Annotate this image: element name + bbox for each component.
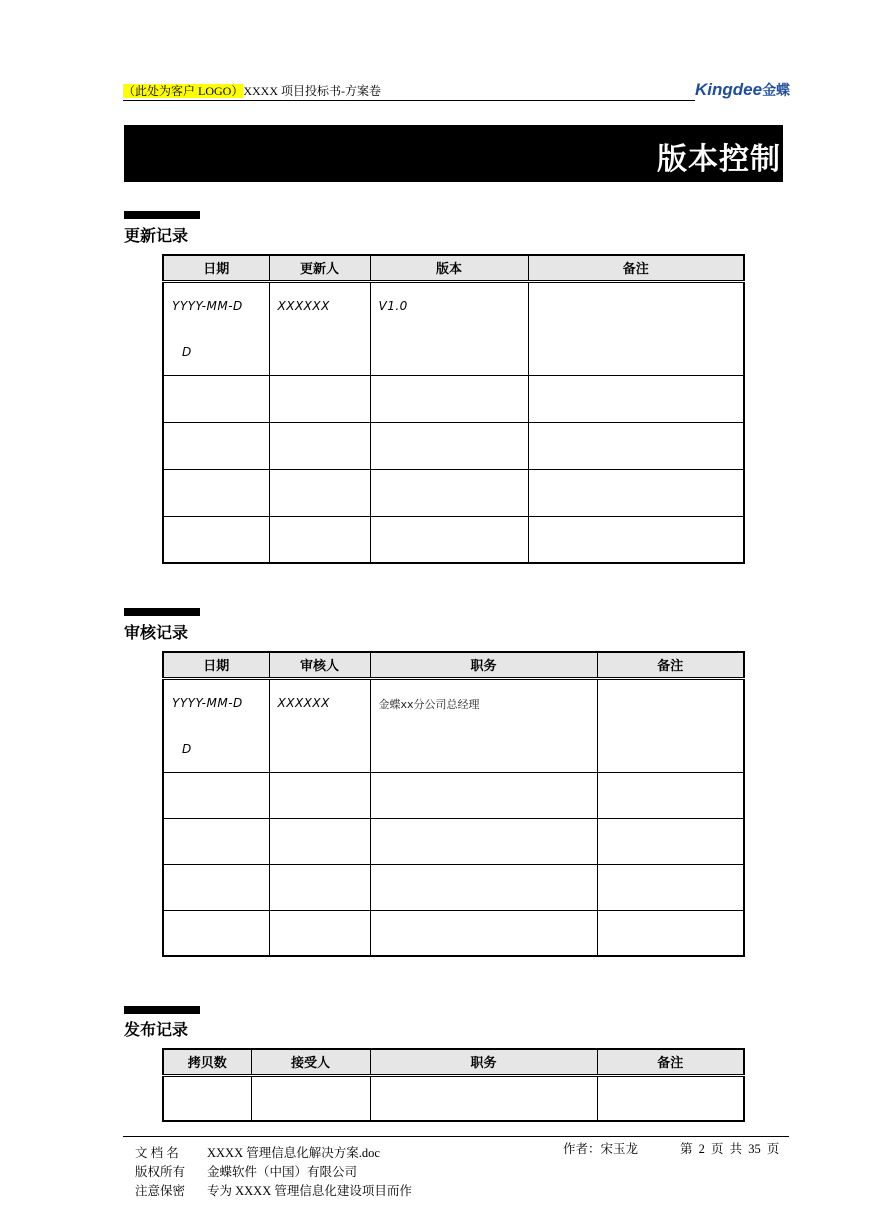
cell-empty[interactable] — [163, 1075, 251, 1121]
section-title-update: 更新记录 — [124, 226, 189, 245]
table-row — [163, 678, 744, 772]
date-line-2: D — [182, 741, 192, 756]
header-title: XXXX 项目投标书-方案卷 — [243, 84, 382, 98]
col-header: 日期 — [163, 652, 269, 678]
section-marker-update — [124, 211, 200, 219]
col-header: 版本 — [370, 255, 528, 281]
col-header: 接受人 — [251, 1049, 370, 1075]
section-marker-review — [124, 608, 200, 616]
section-marker-release — [124, 1006, 200, 1014]
date-line-1: YYYY-MM-D — [172, 695, 243, 710]
table-row — [163, 1075, 744, 1121]
footer-confidential-row — [135, 1182, 412, 1201]
person-value: XXXXXX — [277, 695, 330, 710]
cell-empty[interactable] — [370, 516, 528, 563]
footer-doc-row — [135, 1144, 412, 1163]
cell-empty[interactable] — [163, 910, 269, 956]
cell-empty[interactable] — [370, 422, 528, 469]
cell-empty[interactable] — [269, 910, 370, 956]
header-rule — [123, 100, 695, 101]
review-table — [162, 651, 745, 957]
table-row — [163, 910, 744, 956]
col-header: 备注 — [597, 1049, 744, 1075]
table-row — [163, 818, 744, 864]
table-row — [163, 375, 744, 422]
cell-date[interactable] — [163, 678, 269, 772]
col-header: 备注 — [528, 255, 744, 281]
cell-empty[interactable] — [370, 375, 528, 422]
cell-job[interactable] — [370, 678, 597, 772]
footer-copyright-value: 金蝶软件（中国）有限公司 — [207, 1165, 358, 1179]
table-row — [163, 772, 744, 818]
cell-note[interactable] — [597, 678, 744, 772]
col-header: 职务 — [370, 1049, 597, 1075]
cell-version[interactable] — [370, 281, 528, 375]
title-banner — [124, 125, 783, 182]
table-header-row — [163, 652, 744, 678]
col-header: 职务 — [370, 652, 597, 678]
cell-empty[interactable] — [597, 864, 744, 910]
version-value: V1.0 — [378, 298, 408, 313]
section-title-release: 发布记录 — [124, 1020, 189, 1039]
cell-person[interactable] — [269, 678, 370, 772]
col-header: 拷贝数 — [163, 1049, 251, 1075]
col-header: 更新人 — [269, 255, 370, 281]
footer-doc-value: XXXX 管理信息化解决方案.doc — [207, 1146, 380, 1160]
footer-doc-label: 文 档 名 — [135, 1146, 179, 1160]
cell-empty[interactable] — [370, 910, 597, 956]
header-text — [123, 82, 381, 99]
col-header: 备注 — [597, 652, 744, 678]
date-line-2: D — [182, 344, 192, 359]
col-header: 审核人 — [269, 652, 370, 678]
footer-page-number: 第 2 页 共 35 页 — [680, 1142, 780, 1156]
table-row — [163, 469, 744, 516]
cell-empty[interactable] — [597, 1075, 744, 1121]
cell-note[interactable] — [528, 281, 744, 375]
section-title-review: 审核记录 — [124, 623, 189, 642]
cell-empty[interactable] — [163, 818, 269, 864]
cell-empty[interactable] — [370, 1075, 597, 1121]
cell-empty[interactable] — [528, 516, 744, 563]
cell-empty[interactable] — [370, 864, 597, 910]
cell-empty[interactable] — [251, 1075, 370, 1121]
update-table — [162, 254, 745, 564]
header-logo-placeholder: （此处为客户 LOGO） — [123, 84, 244, 98]
cell-empty[interactable] — [163, 375, 269, 422]
footer-author: 作者：宋玉龙 — [563, 1142, 639, 1156]
cell-empty[interactable] — [269, 422, 370, 469]
cell-empty[interactable] — [269, 772, 370, 818]
page-footer — [135, 1144, 412, 1201]
footer-rule — [123, 1136, 789, 1137]
footer-copyright-row — [135, 1163, 412, 1182]
date-line-1: YYYY-MM-D — [172, 298, 243, 313]
cell-empty[interactable] — [370, 772, 597, 818]
page-header — [123, 80, 789, 102]
cell-empty[interactable] — [528, 422, 744, 469]
cell-person[interactable] — [269, 281, 370, 375]
cell-empty[interactable] — [269, 375, 370, 422]
cell-empty[interactable] — [163, 516, 269, 563]
cell-empty[interactable] — [163, 422, 269, 469]
cell-empty[interactable] — [370, 469, 528, 516]
cell-empty[interactable] — [163, 469, 269, 516]
cell-empty[interactable] — [597, 818, 744, 864]
kingdee-logo — [695, 80, 790, 100]
col-header: 日期 — [163, 255, 269, 281]
cell-empty[interactable] — [269, 516, 370, 563]
table-header-row — [163, 1049, 744, 1075]
cell-date[interactable] — [163, 281, 269, 375]
cell-empty[interactable] — [528, 375, 744, 422]
cell-empty[interactable] — [163, 864, 269, 910]
page-title: 版本控制 — [657, 142, 781, 177]
cell-empty[interactable] — [597, 772, 744, 818]
table-row — [163, 864, 744, 910]
table-header-row — [163, 255, 744, 281]
cell-empty[interactable] — [269, 818, 370, 864]
table-row — [163, 281, 744, 375]
job-value: 金蝶xx分公司总经理 — [378, 697, 480, 711]
cell-empty[interactable] — [269, 864, 370, 910]
footer-copyright-label: 版权所有 — [135, 1165, 186, 1179]
table-row — [163, 422, 744, 469]
footer-confidential-label: 注意保密 — [135, 1184, 186, 1198]
cell-empty[interactable] — [269, 469, 370, 516]
person-value: XXXXXX — [277, 298, 330, 313]
logo-en: Kingdee — [695, 80, 763, 99]
cell-empty[interactable] — [528, 469, 744, 516]
release-table — [162, 1048, 745, 1122]
cell-empty[interactable] — [370, 818, 597, 864]
cell-empty[interactable] — [597, 910, 744, 956]
footer-confidential-value: 专为 XXXX 管理信息化建设项目而作 — [207, 1184, 412, 1198]
table-row — [163, 516, 744, 563]
cell-empty[interactable] — [163, 772, 269, 818]
logo-cn: 金蝶 — [762, 82, 791, 98]
